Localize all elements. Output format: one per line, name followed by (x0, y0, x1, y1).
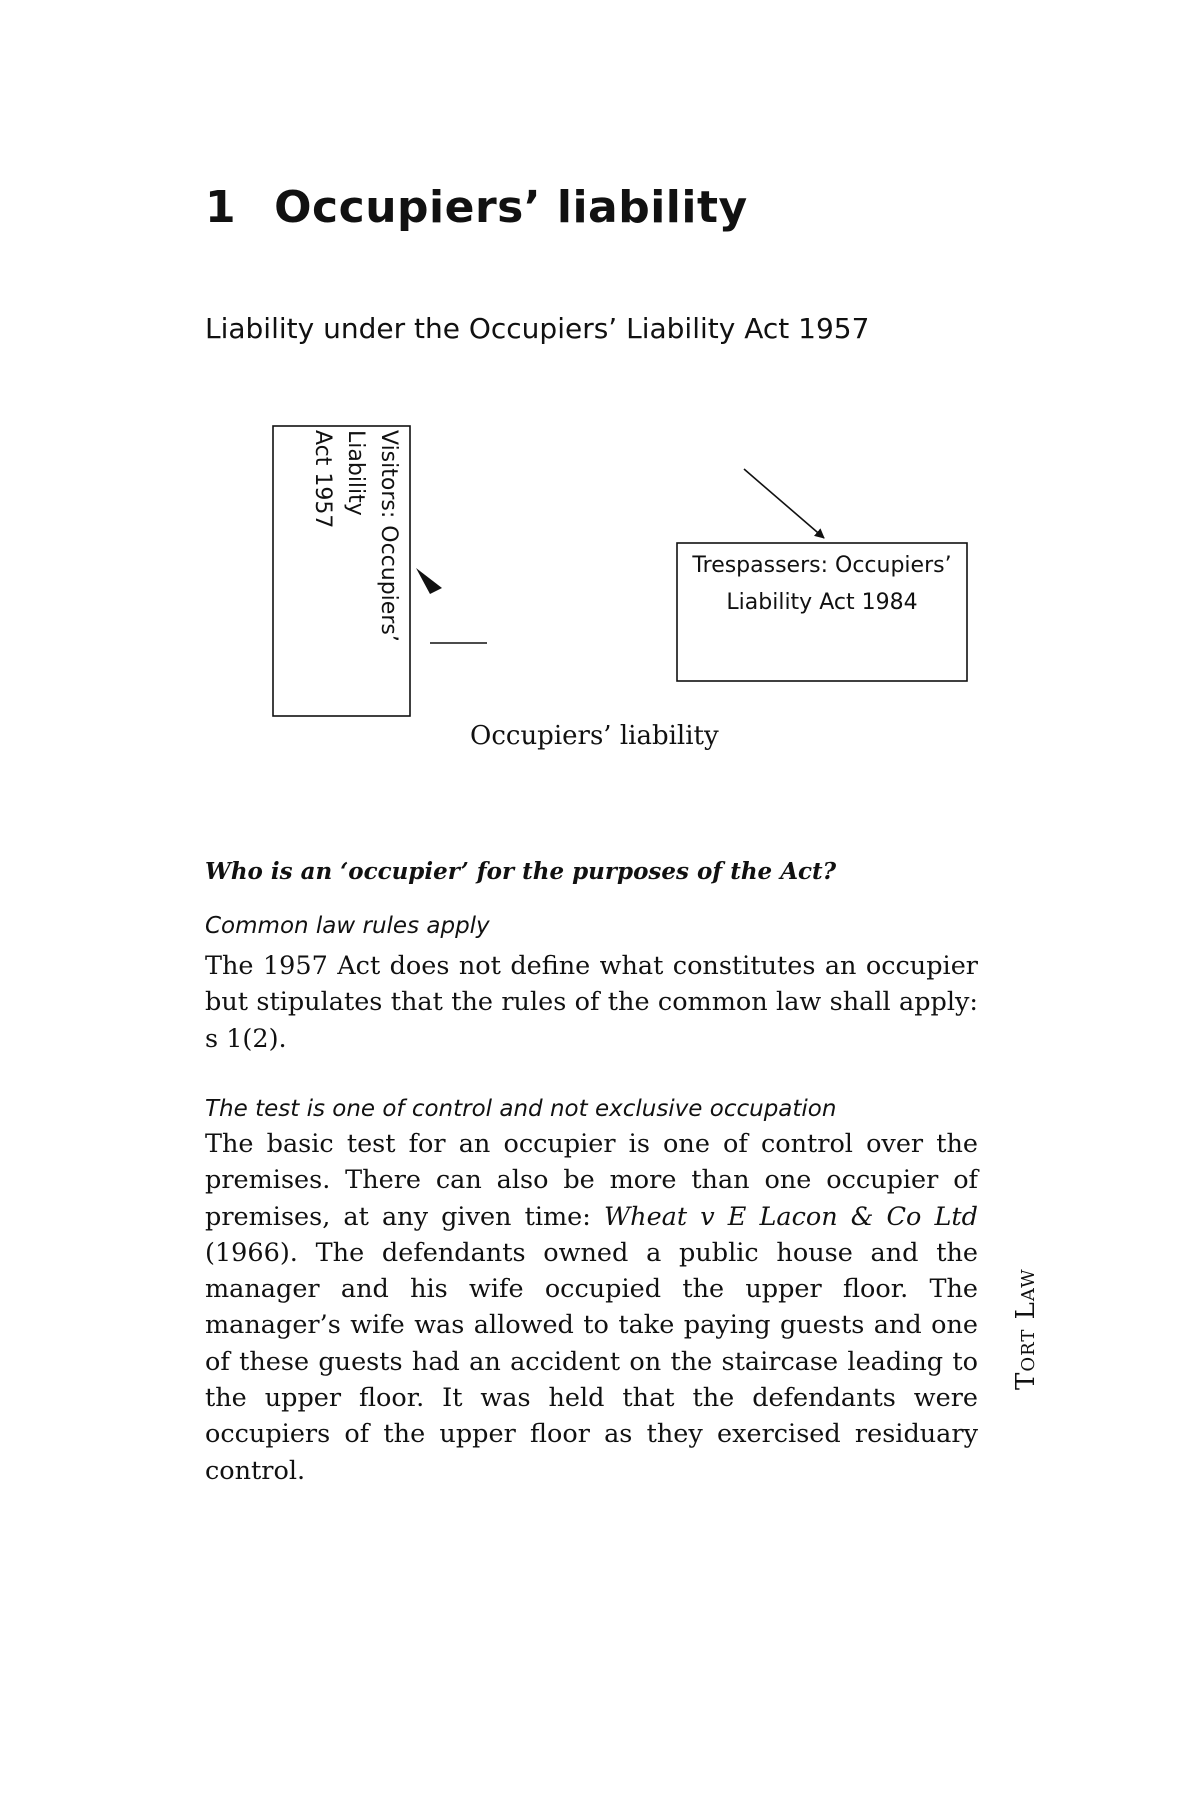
case-name: Wheat v E Lacon & Co Ltd (603, 1201, 978, 1232)
trespassers-box (677, 543, 967, 681)
visitors-box-line-1: Visitors: Occupiers’ (376, 430, 401, 642)
subheading-common-law: Common law rules apply (205, 913, 490, 939)
paragraph-text-end: (1966). The defendants owned a public house and the manager and his wife occupied the upper floor. The manager’s wife was allowed to take paying guests and one of these guests had an accident on the staircase leading to the upper floor. It was held that the defendants were occupiers of the upper floor as they exercised residuary control. (205, 1237, 978, 1486)
visitors-box-line-2: Liability (343, 430, 368, 516)
subheading-control-test: The test is one of control and not exclusive occupation (205, 1096, 837, 1122)
trespassers-box-line-2: Liability Act 1984 (726, 590, 918, 615)
arrow-to-visitors-icon (416, 568, 442, 594)
paragraph-common-law: The 1957 Act does not define what constitutes an occupier but stipulates that the rules of the common law shall apply: s 1(2). (205, 951, 978, 1054)
visitors-box (273, 426, 410, 716)
paragraph-control-test (205, 1126, 978, 1489)
arrow-to-trespassers-icon (744, 469, 824, 538)
occupiers-liability-diagram (0, 0, 1200, 760)
chapter-title-text: Occupiers’ liability (274, 182, 748, 233)
trespassers-box-line-1: Trespassers: Occupiers’ (692, 553, 952, 578)
paragraph-text-start: The basic test for an occupier is one of control over the premises. There can also be more than one occupier of premises, at any given time: (205, 1129, 978, 1232)
section-heading: Liability under the Occupiers’ Liability Act 1957 (205, 312, 870, 345)
chapter-number: 1 (205, 182, 237, 233)
visitors-box-line-3: Act 1957 (310, 430, 335, 529)
chapter-title (205, 182, 748, 233)
question-heading: Who is an ‘occupier’ for the purposes of the Act? (205, 858, 837, 885)
diagram-center-label: Occupiers’ liability (470, 721, 719, 751)
running-head: Tort Law (1011, 1268, 1041, 1390)
